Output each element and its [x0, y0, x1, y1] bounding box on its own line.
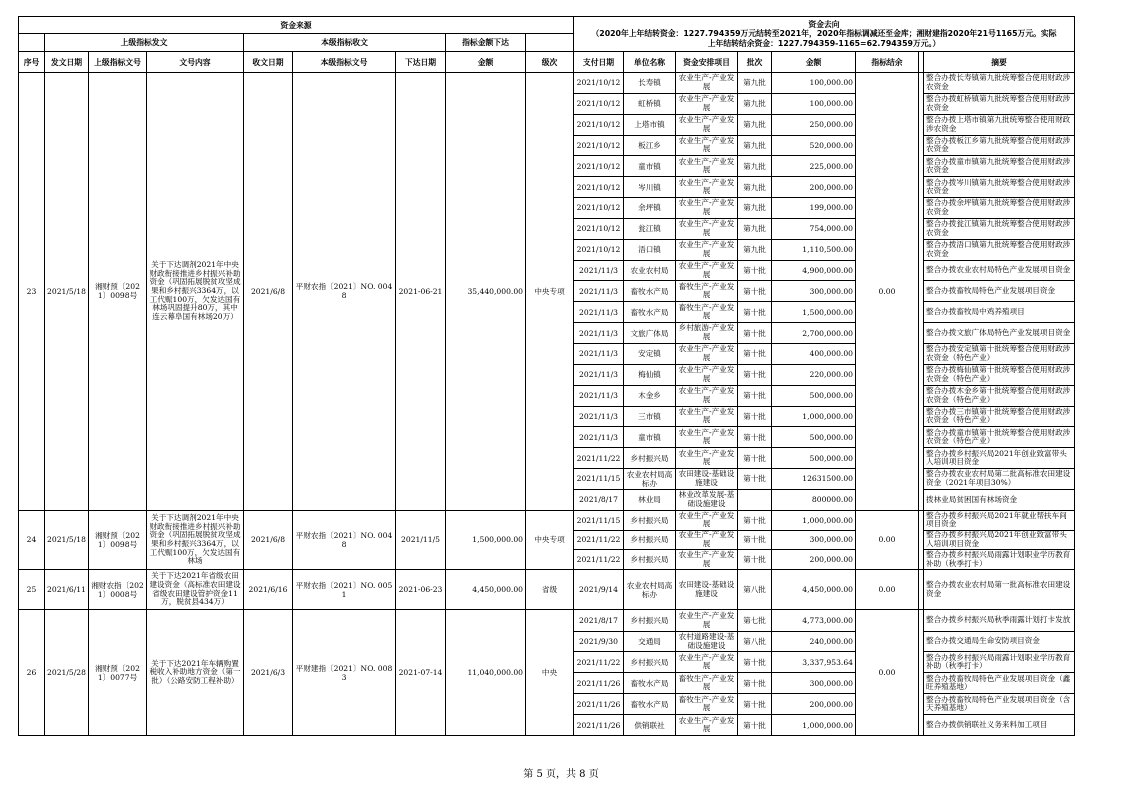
cell-pay-amount: 300,000.00 [772, 673, 856, 694]
cell-pay-date: 2021/11/22 [574, 530, 624, 550]
cell-pay-amount: 3,337,953.64 [772, 652, 856, 673]
cell-batch: 第十批 [738, 427, 772, 448]
cell-batch: 第十批 [738, 281, 772, 302]
col-header-summary: 摘要 [924, 52, 1075, 73]
fund-ledger-table [18, 16, 1075, 736]
cell-pay-date: 2021/11/3 [574, 323, 624, 344]
cell-summary: 整合办拨上塔市镇第九批统筹整合使用财政涉农资金 [924, 114, 1075, 135]
cell-seq: 24 [19, 510, 45, 569]
header-upper-doc: 上级指标发文 [45, 34, 244, 52]
cell-batch: 第九批 [738, 114, 772, 135]
cell-upper-no: 湘财预〔2021〕0098号 [89, 73, 147, 511]
cell-project: 农业生产-产业发展 [676, 177, 738, 198]
cell-summary: 整合办拨乡村振兴局雨露计划职业学历教育补助（秋季打卡） [924, 652, 1075, 673]
cell-pay-amount: 500,000.00 [772, 448, 856, 469]
header-fund-destination [574, 17, 1075, 52]
cell-unit: 长寿镇 [624, 73, 676, 94]
cell-summary: 整合办拨安定镇第十批统筹整合使用财政涉农资金（特色产业） [924, 343, 1075, 364]
col-header-batch: 批次 [738, 52, 772, 73]
cell-batch: 第九批 [738, 239, 772, 260]
cell-pay-amount: 220,000.00 [772, 364, 856, 385]
cell-unit: 乡村振兴局 [624, 550, 676, 570]
cell-level: 中央专项 [526, 510, 574, 569]
cell-unit: 畜牧水产局 [624, 302, 676, 323]
cell-summary: 整合办拨岑川镇第九批统筹整合使用财政涉农资金 [924, 177, 1075, 198]
cell-unit: 农业农村局高标办 [624, 469, 676, 490]
cell-content: 关于下达2021年省级农田建设资金（高标准农田建设省级农田建设管护资金11万，脱贫县434万） [147, 570, 244, 610]
cell-project: 畜牧生产-产业发展 [676, 694, 738, 715]
cell-summary: 整合办拨畜牧局特色产业发展项目资金（含天养殖基地） [924, 694, 1075, 715]
cell-pay-amount: 1,000,000.00 [772, 510, 856, 530]
cell-project: 农业生产-产业发展 [676, 406, 738, 427]
cell-pay-amount: 200,000.00 [772, 694, 856, 715]
col-header-upper-no: 上级指标文号 [89, 52, 147, 73]
cell-summary: 整合办拨农业农村局第二批高标准农田建设资金（2021年项目30%） [924, 469, 1075, 490]
cell-summary: 整合办拨交通局生命安防项目资金 [924, 632, 1075, 652]
header-amount-issued: 指标金额下达 [446, 34, 526, 52]
cell-receive-date: 2021/6/8 [244, 510, 293, 569]
cell-unit: 乡村振兴局 [624, 610, 676, 632]
cell-balance: 0.00 [856, 570, 919, 610]
cell-batch: 第十批 [738, 302, 772, 323]
cell-unit: 乡村振兴局 [624, 510, 676, 530]
cell-summary: 整合办拨乡村振兴局2021年创业致富带头人培训项目资金 [924, 448, 1075, 469]
cell-pay-amount: 100,000.00 [772, 73, 856, 94]
cell-pay-amount: 200,000.00 [772, 550, 856, 570]
header-local-doc: 本级指标收文 [244, 34, 446, 52]
cell-batch: 第八批 [738, 632, 772, 652]
cell-pay-date: 2021/11/22 [574, 550, 624, 570]
col-header-seq: 序号 [19, 52, 45, 73]
cell-batch: 第九批 [738, 218, 772, 239]
cell-receive-date: 2021/6/16 [244, 570, 293, 610]
cell-batch: 第十批 [738, 323, 772, 344]
cell-issue-date: 2021/5/28 [45, 610, 89, 736]
cell-project: 农业生产-产业发展 [676, 448, 738, 469]
cell-project: 畜牧生产-产业发展 [676, 281, 738, 302]
cell-project: 农业生产-产业发展 [676, 343, 738, 364]
cell-pay-date: 2021/11/3 [574, 364, 624, 385]
cell-summary: 整合办拨余坪镇第九批统筹整合使用财政涉农资金 [924, 198, 1075, 219]
cell-pay-amount: 4,900,000.00 [772, 260, 856, 281]
cell-unit: 乡村振兴局 [624, 652, 676, 673]
cell-project: 农业生产-产业发展 [676, 156, 738, 177]
col-header-issue-date: 发文日期 [45, 52, 89, 73]
cell-unit: 虹桥镇 [624, 93, 676, 114]
cell-unit: 乡村振兴局 [624, 448, 676, 469]
cell-summary: 整合办拨乡村振兴局2021年创业致富带头人培训项目资金 [924, 530, 1075, 550]
cell-batch: 第九批 [738, 135, 772, 156]
cell-batch: 第十批 [738, 510, 772, 530]
cell-pay-amount: 300,000.00 [772, 530, 856, 550]
cell-summary: 拨林业局贫困国有林场资金 [924, 489, 1075, 510]
cell-pay-date: 2021/10/12 [574, 156, 624, 177]
cell-unit: 畜牧水产局 [624, 673, 676, 694]
cell-batch [738, 489, 772, 510]
cell-level: 省级 [526, 570, 574, 610]
dest-note-line-2: 上年结转结余资金：1227.794359-1165=62.794359万元。） [707, 38, 941, 48]
cell-batch: 第八批 [738, 570, 772, 610]
cell-batch: 第九批 [738, 177, 772, 198]
col-header-amount: 金额 [446, 52, 526, 73]
cell-pay-amount: 1,110,500.00 [772, 239, 856, 260]
cell-batch: 第九批 [738, 93, 772, 114]
cell-unit: 畜牧水产局 [624, 281, 676, 302]
cell-pay-date: 2021/10/12 [574, 114, 624, 135]
cell-project: 农业生产-产业发展 [676, 510, 738, 530]
cell-local-no: 平财农指〔2021〕NO. 0051 [293, 570, 396, 610]
cell-unit: 瓮江镇 [624, 218, 676, 239]
cell-pay-date: 2021/11/3 [574, 343, 624, 364]
cell-summary: 整合办拨畜牧局中鸡养殖项目 [924, 302, 1075, 323]
cell-project: 畜牧生产-产业发展 [676, 302, 738, 323]
cell-upper-no: 湘财预〔2021〕0077号 [89, 610, 147, 736]
cell-project: 农业生产-产业发展 [676, 427, 738, 448]
cell-upper-no: 湘财预〔2021〕0098号 [89, 510, 147, 569]
cell-project: 农业生产-产业发展 [676, 73, 738, 94]
cell-unit: 畜牧水产局 [624, 694, 676, 715]
cell-balance: 0.00 [856, 73, 919, 511]
cell-batch: 第十批 [738, 343, 772, 364]
cell-pay-date: 2021/8/17 [574, 489, 624, 510]
col-header-local-no: 本级指标文号 [293, 52, 396, 73]
cell-seq: 23 [19, 73, 45, 511]
cell-project: 畜牧生产-产业发展 [676, 673, 738, 694]
cell-batch: 第十批 [738, 469, 772, 490]
cell-down-date: 2021-07-14 [396, 610, 446, 736]
cell-seq: 25 [19, 570, 45, 610]
cell-local-no: 平财农指〔2021〕NO. 0048 [293, 510, 396, 569]
cell-pay-date: 2021/11/15 [574, 510, 624, 530]
cell-project: 农业生产-产业发展 [676, 93, 738, 114]
cell-pay-amount: 225,000.00 [772, 156, 856, 177]
header-fund-source: 资金来源 [19, 17, 574, 34]
cell-pay-amount: 300,000.00 [772, 281, 856, 302]
col-header-balance: 指标结余 [856, 52, 919, 73]
cell-pay-date: 2021/10/12 [574, 135, 624, 156]
cell-pay-amount: 800000.00 [772, 489, 856, 510]
cell-project: 农业生产-产业发展 [676, 550, 738, 570]
cell-batch: 第十批 [738, 448, 772, 469]
table-row [19, 610, 1075, 632]
cell-summary: 整合办拨乡村振兴局2021年就业帮扶车间项目资金 [924, 510, 1075, 530]
cell-summary: 整合办拨文旅广体局特色产业发展项目资金 [924, 323, 1075, 344]
cell-local-no: 平财建指〔2021〕NO. 0083 [293, 610, 396, 736]
table-row [19, 510, 1075, 530]
cell-pay-date: 2021/11/22 [574, 448, 624, 469]
cell-pay-amount: 250,000.00 [772, 114, 856, 135]
cell-unit: 浯口镇 [624, 239, 676, 260]
cell-project: 农业生产-产业发展 [676, 198, 738, 219]
cell-project: 农业生产-产业发展 [676, 218, 738, 239]
col-header-unit: 单位名称 [624, 52, 676, 73]
cell-pay-amount: 1,000,000.00 [772, 406, 856, 427]
cell-pay-date: 2021/11/3 [574, 406, 624, 427]
cell-summary: 整合办拨农业农村局特色产业发展项目资金 [924, 260, 1075, 281]
col-header-pay-date: 支付日期 [574, 52, 624, 73]
cell-content: 关于下达2021年车辆购置税收入补助地方资金（第一批）（公路安防工程补助） [147, 610, 244, 736]
cell-project: 农田建设-基础设施建设 [676, 469, 738, 490]
cell-pay-date: 2021/11/26 [574, 673, 624, 694]
cell-project: 农业生产-产业发展 [676, 652, 738, 673]
cell-pay-date: 2021/10/12 [574, 177, 624, 198]
cell-summary: 整合办拨童市镇第十批统筹整合使用财政涉农资金（特色产业） [924, 427, 1075, 448]
cell-level: 中央专项 [526, 73, 574, 511]
cell-pay-date: 2021/11/3 [574, 427, 624, 448]
cell-summary: 整合办拨梅仙镇第十批统筹整合使用财政涉农资金（特色产业） [924, 364, 1075, 385]
cell-unit: 林业局 [624, 489, 676, 510]
cell-pay-date: 2021/11/15 [574, 469, 624, 490]
cell-summary: 整合办拨瓮江镇第九批统筹整合使用财政涉农资金 [924, 218, 1075, 239]
cell-balance: 0.00 [856, 610, 919, 736]
cell-summary: 整合办拨三市镇第十批统筹整合使用财政涉农资金（特色产业） [924, 406, 1075, 427]
cell-local-no: 平财农指〔2021〕NO. 0048 [293, 73, 396, 511]
cell-pay-date: 2021/10/12 [574, 218, 624, 239]
cell-pay-amount: 199,000.00 [772, 198, 856, 219]
cell-unit: 童市镇 [624, 427, 676, 448]
cell-pay-amount: 500,000.00 [772, 427, 856, 448]
cell-summary: 整合办拨长寿镇第九批统筹整合使用财政涉农资金 [924, 73, 1075, 94]
cell-summary: 整合办拨畜牧局特色产业发展项目资金 [924, 281, 1075, 302]
cell-project: 农村道路建设-基础设施建设 [676, 632, 738, 652]
dest-note-line-1: （2020年上年结转资金：1227.794359万元结转至2021年，2020年指标调减还至金库；湘财建指2020年21号1165万元。实际 [591, 29, 1057, 39]
cell-batch: 第七批 [738, 610, 772, 632]
cell-upper-no: 湘财农指〔2021〕0008号 [89, 570, 147, 610]
cell-project: 农业生产-产业发展 [676, 530, 738, 550]
cell-summary: 整合办拨乡村振兴局雨露计划职业学历教育补助（秋季打卡） [924, 550, 1075, 570]
cell-project: 农业生产-产业发展 [676, 364, 738, 385]
cell-unit: 供销联社 [624, 715, 676, 736]
cell-batch: 第九批 [738, 73, 772, 94]
cell-batch: 第十批 [738, 673, 772, 694]
cell-pay-amount: 520,000.00 [772, 135, 856, 156]
cell-amount: 4,450,000.00 [446, 570, 526, 610]
cell-unit: 安定镇 [624, 343, 676, 364]
header-blank-seq [19, 34, 45, 52]
cell-pay-date: 2021/11/26 [574, 715, 624, 736]
cell-project: 农业生产-产业发展 [676, 114, 738, 135]
cell-pay-date: 2021/10/12 [574, 198, 624, 219]
cell-content: 关于下达调剂2021年中央财政衔接推进乡村振兴补助资金（巩固拓展脱贫攻坚成果和乡村振兴3364万，以工代赈100万，欠发达国有林场巩固提升80万，其中连云幕阜国有林场20万） [147, 73, 244, 511]
cell-summary: 整合办拨农业农村局第一批高标准农田建设资金 [924, 570, 1075, 610]
col-header-content: 文号内容 [147, 52, 244, 73]
cell-unit: 童市镇 [624, 156, 676, 177]
cell-batch: 第十批 [738, 364, 772, 385]
cell-pay-date: 2021/11/3 [574, 260, 624, 281]
cell-unit: 岑川镇 [624, 177, 676, 198]
cell-batch: 第十批 [738, 550, 772, 570]
cell-pay-date: 2021/10/12 [574, 93, 624, 114]
cell-pay-date: 2021/11/3 [574, 385, 624, 406]
cell-pay-date: 2021/9/30 [574, 632, 624, 652]
cell-batch: 第十批 [738, 406, 772, 427]
cell-unit: 文旅广体局 [624, 323, 676, 344]
cell-project: 乡村旅游-产业发展 [676, 323, 738, 344]
cell-summary: 整合办拨浯口镇第九批统筹整合使用财政涉农资金 [924, 239, 1075, 260]
table-row [19, 570, 1075, 610]
cell-summary: 整合办拨板江乡第九批统筹整合使用财政涉农资金 [924, 135, 1075, 156]
col-header-pay-amount: 金额 [772, 52, 856, 73]
cell-pay-date: 2021/11/3 [574, 302, 624, 323]
cell-issue-date: 2021/6/11 [45, 570, 89, 610]
cell-pay-amount: 12631500.00 [772, 469, 856, 490]
cell-pay-amount: 1,500,000.00 [772, 302, 856, 323]
cell-pay-amount: 754,000.00 [772, 218, 856, 239]
cell-summary: 整合办拨童市镇第九批统筹整合使用财政涉农资金 [924, 156, 1075, 177]
cell-pay-amount: 200,000.00 [772, 177, 856, 198]
cell-pay-amount: 4,773,000.00 [772, 610, 856, 632]
cell-pay-amount: 100,000.00 [772, 93, 856, 114]
cell-pay-date: 2021/11/26 [574, 694, 624, 715]
cell-pay-date: 2021/10/12 [574, 73, 624, 94]
col-header-project: 资金安排项目 [676, 52, 738, 73]
cell-project: 农业生产-产业发展 [676, 385, 738, 406]
cell-amount: 1,500,000.00 [446, 510, 526, 569]
cell-batch: 第十批 [738, 530, 772, 550]
cell-receive-date: 2021/6/3 [244, 610, 293, 736]
cell-batch: 第九批 [738, 198, 772, 219]
cell-unit: 乡村振兴局 [624, 530, 676, 550]
cell-amount: 35,440,000.00 [446, 73, 526, 511]
cell-summary: 整合办拨畜牧局特色产业发展项目资金（鑫旺养殖基地） [924, 673, 1075, 694]
cell-level: 中央 [526, 610, 574, 736]
cell-pay-amount: 500,000.00 [772, 385, 856, 406]
table-row [19, 73, 1075, 94]
cell-down-date: 2021/11/5 [396, 510, 446, 569]
cell-unit: 三市镇 [624, 406, 676, 427]
cell-pay-date: 2021/8/17 [574, 610, 624, 632]
cell-project: 农业生产-产业发展 [676, 260, 738, 281]
cell-project: 农业生产-产业发展 [676, 715, 738, 736]
cell-project: 农业生产-产业发展 [676, 135, 738, 156]
cell-pay-amount: 1,000,000.00 [772, 715, 856, 736]
cell-unit: 梅仙镇 [624, 364, 676, 385]
cell-amount: 11,040,000.00 [446, 610, 526, 736]
cell-pay-date: 2021/9/14 [574, 570, 624, 610]
cell-unit: 余坪镇 [624, 198, 676, 219]
cell-receive-date: 2021/6/8 [244, 73, 293, 511]
cell-batch: 第十批 [738, 260, 772, 281]
col-header-receive-date: 收文日期 [244, 52, 293, 73]
cell-issue-date: 2021/5/18 [45, 73, 89, 511]
cell-batch: 第十批 [738, 715, 772, 736]
cell-batch: 第十批 [738, 385, 772, 406]
cell-pay-amount: 2,700,000.00 [772, 323, 856, 344]
cell-unit: 板江乡 [624, 135, 676, 156]
cell-unit: 农业农村局高标办 [624, 570, 676, 610]
header-blank-level [526, 34, 574, 52]
col-header-level: 级次 [526, 52, 574, 73]
col-header-down-date: 下达日期 [396, 52, 446, 73]
cell-pay-amount: 4,450,000.00 [772, 570, 856, 610]
cell-unit: 上塔市镇 [624, 114, 676, 135]
cell-project: 农业生产-产业发展 [676, 239, 738, 260]
page-footer: 第 5 页，共 8 页 [523, 769, 599, 780]
cell-batch: 第十批 [738, 694, 772, 715]
cell-pay-amount: 240,000.00 [772, 632, 856, 652]
cell-down-date: 2021-06-21 [396, 73, 446, 511]
cell-pay-date: 2021/11/22 [574, 652, 624, 673]
cell-content: 关于下达调剂2021年中央财政衔接推进乡村振兴补助资金（巩固拓展脱贫攻坚成果和乡村振兴3364万，以工代赈100万，欠发达国有林场 [147, 510, 244, 569]
cell-project: 农田建设-基础设施建设 [676, 570, 738, 610]
cell-unit: 交通局 [624, 632, 676, 652]
cell-seq: 26 [19, 610, 45, 736]
cell-pay-date: 2021/11/3 [574, 281, 624, 302]
cell-down-date: 2021-06-23 [396, 570, 446, 610]
cell-summary: 整合办拨供销联社义务来料加工项目 [924, 715, 1075, 736]
cell-pay-date: 2021/10/12 [574, 239, 624, 260]
cell-summary: 整合办拨木金乡第十批统筹整合使用财政涉农资金（特色产业） [924, 385, 1075, 406]
cell-project: 林业改革发展-基础设施建设 [676, 489, 738, 510]
cell-balance: 0.00 [856, 510, 919, 569]
cell-issue-date: 2021/5/18 [45, 510, 89, 569]
cell-unit: 农业农村局 [624, 260, 676, 281]
cell-batch: 第十批 [738, 652, 772, 673]
cell-project: 农业生产-产业发展 [676, 610, 738, 632]
cell-batch: 第九批 [738, 156, 772, 177]
cell-pay-amount: 400,000.00 [772, 343, 856, 364]
dest-title: 资金去向 [808, 19, 840, 29]
cell-unit: 木金乡 [624, 385, 676, 406]
cell-summary: 整合办拨虹桥镇第九批统筹整合使用财政涉农资金 [924, 93, 1075, 114]
cell-summary: 整合办拨乡村振兴局秋季雨露计划打卡发放 [924, 610, 1075, 632]
